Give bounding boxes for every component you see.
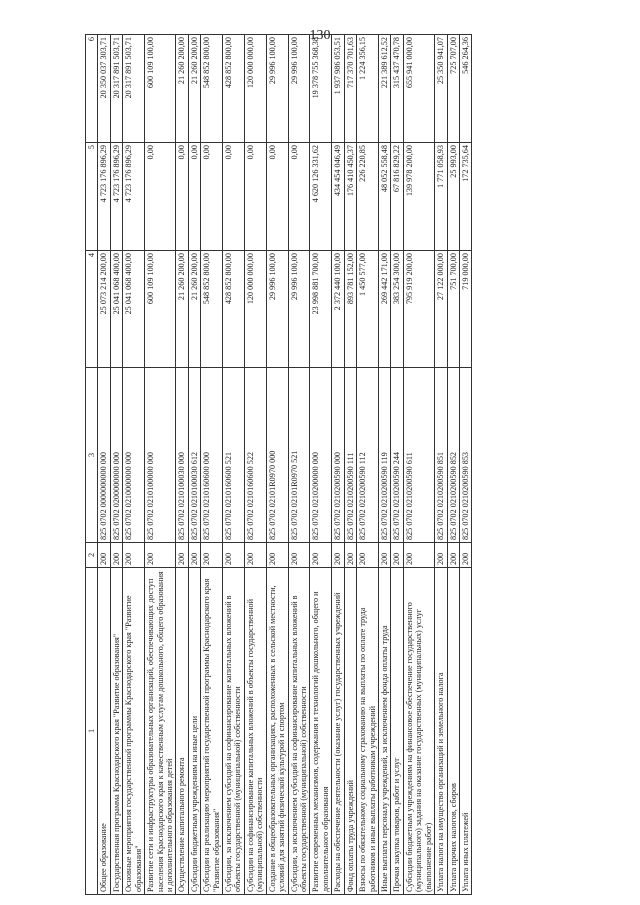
- table-row: [344, 35, 356, 895]
- row-code: 200: [332, 543, 344, 568]
- row-executed: 67 816 829,22: [391, 143, 403, 251]
- row-remaining: 21 260 200,00: [176, 35, 188, 143]
- row-kbk: 825 0702 0000000000 000: [98, 368, 110, 543]
- row-kbk: 825 0702 0210100000 000: [145, 368, 176, 543]
- budget-table: [85, 34, 472, 895]
- row-kbk: 825 0702 0210200590 851: [435, 368, 447, 543]
- row-remaining: 20 317 891 503,71: [110, 35, 122, 143]
- row-name: Расходы на обеспечение деятельности (оказание услуг) государственных учреждений: [332, 568, 344, 895]
- row-approved: 25 041 068 400,00: [110, 251, 122, 368]
- row-approved: 548 852 800,00: [201, 251, 223, 368]
- row-name: Развитие сети и инфраструктуры образовательных организаций, обеспечивающих доступ населения Краснодарского края к качественным услугам дошкольного, общего образования и дополнительного образования детей: [145, 568, 176, 895]
- row-executed: 0,00: [244, 143, 266, 251]
- header-col-2: 2: [86, 543, 98, 568]
- row-name: Создание в общеобразовательных организациях, расположенных в сельской местности, условий для занятий физической культурой и спортом: [266, 568, 288, 895]
- row-code: 200: [459, 543, 471, 568]
- row-code: 200: [110, 543, 122, 568]
- row-kbk: 825 0702 0210200590 611: [403, 368, 434, 543]
- row-code: 200: [201, 543, 223, 568]
- row-executed: 139 978 200,00: [403, 143, 434, 251]
- row-remaining: 1 937 986 053,51: [332, 35, 344, 143]
- row-approved: 600 109 100,00: [145, 251, 176, 368]
- header-col-3: 3: [86, 368, 98, 543]
- row-remaining: 221 389 612,52: [378, 35, 390, 143]
- row-kbk: 825 0702 0210100030 612: [188, 368, 200, 543]
- row-remaining: 725 707,00: [447, 35, 459, 143]
- row-remaining: 600 109 100,00: [145, 35, 176, 143]
- row-approved: 383 254 300,00: [391, 251, 403, 368]
- row-name: Уплата прочих налогов, сборов: [447, 568, 459, 895]
- row-kbk: 825 0702 0210200590 119: [378, 368, 390, 543]
- table-row: [123, 35, 145, 895]
- row-approved: 29 996 100,00: [288, 251, 310, 368]
- row-code: 200: [391, 543, 403, 568]
- row-remaining: 546 264,36: [459, 35, 471, 143]
- row-executed: 434 454 046,49: [332, 143, 344, 251]
- table-body: [98, 35, 472, 895]
- row-code: 200: [403, 543, 434, 568]
- row-code: 200: [435, 543, 447, 568]
- row-kbk: 825 0702 0210200590 244: [391, 368, 403, 543]
- row-remaining: 20 317 891 503,71: [123, 35, 145, 143]
- row-approved: 2 372 440 100,00: [332, 251, 344, 368]
- row-executed: 172 735,64: [459, 143, 471, 251]
- row-executed: 25 993,00: [447, 143, 459, 251]
- table-row: [288, 35, 310, 895]
- row-name: Государственная программа Краснодарского края "Развитие образования": [110, 568, 122, 895]
- row-approved: 1 450 577,00: [357, 251, 379, 368]
- row-executed: 0,00: [176, 143, 188, 251]
- header-col-5: 5: [86, 143, 98, 251]
- table-row: [110, 35, 122, 895]
- row-name: Субсидии бюджетным учреждениям на финансовое обеспечение государственного (муниципального) задания на оказание государственных (муниципальных) услуг (выполнение работ): [403, 568, 434, 895]
- table-row: [357, 35, 379, 895]
- row-executed: 176 410 450,37: [344, 143, 356, 251]
- row-remaining: 315 437 470,78: [391, 35, 403, 143]
- row-code: 200: [357, 543, 379, 568]
- row-name: Взносы по обязательному социальному страхованию на выплаты по оплате труда работников и иные выплаты работникам учреждений: [357, 568, 379, 895]
- row-code: 200: [288, 543, 310, 568]
- row-code: 200: [447, 543, 459, 568]
- row-kbk: 825 0702 0200000000 000: [110, 368, 122, 543]
- row-executed: 0,00: [223, 143, 245, 251]
- row-approved: 120 000 000,00: [244, 251, 266, 368]
- row-remaining: 717 370 701,63: [344, 35, 356, 143]
- row-remaining: 428 852 800,00: [223, 35, 245, 143]
- page-number: 130: [309, 28, 331, 43]
- row-kbk: 825 0702 0210200590 853: [459, 368, 471, 543]
- row-executed: 4 723 176 896,29: [123, 143, 145, 251]
- row-kbk: 825 0702 02101R0970 000: [266, 368, 288, 543]
- row-code: 200: [98, 543, 110, 568]
- row-remaining: 655 941 000,00: [403, 35, 434, 143]
- row-approved: 269 442 171,00: [378, 251, 390, 368]
- table-row: [459, 35, 471, 895]
- rotated-page-content: [85, 37, 625, 895]
- row-name: Субсидии, за исключением субсидий на софинансирование капитальных вложений в объекты государственной (муниципальной) собственности: [223, 568, 245, 895]
- row-approved: 21 260 200,00: [176, 251, 188, 368]
- row-name: Общее образование: [98, 568, 110, 895]
- row-remaining: 21 260 200,00: [188, 35, 200, 143]
- row-name: Фонд оплаты труда учреждений: [344, 568, 356, 895]
- row-approved: 29 996 100,00: [266, 251, 288, 368]
- header-col-6: 6: [86, 35, 98, 143]
- table-row: [98, 35, 110, 895]
- row-remaining: 29 996 100,00: [288, 35, 310, 143]
- row-code: 200: [310, 543, 332, 568]
- header-col-4: 4: [86, 251, 98, 368]
- table-row: [223, 35, 245, 895]
- row-executed: 4 620 126 331,62: [310, 143, 332, 251]
- table-row: [447, 35, 459, 895]
- row-remaining: 29 996 100,00: [266, 35, 288, 143]
- row-approved: 795 919 200,00: [403, 251, 434, 368]
- row-name: Уплата налога на имущество организаций и земельного налога: [435, 568, 447, 895]
- row-name: Иные выплаты персоналу учреждений, за исключением фонда оплаты труда: [378, 568, 390, 895]
- row-code: 200: [188, 543, 200, 568]
- row-name: Развитие современных механизмов, содержания и технологий дошкольного, общего и дополнительного образования: [310, 568, 332, 895]
- row-remaining: 1 224 356,15: [357, 35, 379, 143]
- row-kbk: 825 0702 0210160600 521: [223, 368, 245, 543]
- row-approved: 751 700,00: [447, 251, 459, 368]
- row-executed: 0,00: [288, 143, 310, 251]
- row-name: Основные мероприятия государственной программы Краснодарского края "Развитие образования": [123, 568, 145, 895]
- row-executed: 226 220,85: [357, 143, 379, 251]
- table-row: [201, 35, 223, 895]
- row-kbk: 825 0702 0210200590 852: [447, 368, 459, 543]
- row-approved: 23 998 881 700,00: [310, 251, 332, 368]
- row-remaining: 548 852 800,00: [201, 35, 223, 143]
- row-code: 200: [266, 543, 288, 568]
- row-code: 200: [223, 543, 245, 568]
- table-row: [391, 35, 403, 895]
- row-code: 200: [176, 543, 188, 568]
- table-row: [145, 35, 176, 895]
- row-executed: 0,00: [188, 143, 200, 251]
- row-kbk: 825 0702 0210200000 000: [310, 368, 332, 543]
- row-name: Прочая закупка товаров, работ и услуг: [391, 568, 403, 895]
- row-remaining: 25 350 941,07: [435, 35, 447, 143]
- row-approved: 428 852 800,00: [223, 251, 245, 368]
- row-remaining: 20 350 037 303,71: [98, 35, 110, 143]
- row-executed: 0,00: [145, 143, 176, 251]
- table-row: [435, 35, 447, 895]
- row-executed: 4 723 176 896,29: [98, 143, 110, 251]
- row-code: 200: [123, 543, 145, 568]
- row-kbk: 825 0702 02101R0970 521: [288, 368, 310, 543]
- row-kbk: 825 0702 0210200590 112: [357, 368, 379, 543]
- row-code: 200: [244, 543, 266, 568]
- row-kbk: 825 0702 0210160600 522: [244, 368, 266, 543]
- row-name: Субсидии на софинансирование капитальных вложений в объекты государственной (муниципальной) собственности: [244, 568, 266, 895]
- row-kbk: 825 0702 0210200590 111: [344, 368, 356, 543]
- row-kbk: 825 0702 0210160600 000: [201, 368, 223, 543]
- row-approved: 25 073 214 200,00: [98, 251, 110, 368]
- row-executed: 48 052 558,48: [378, 143, 390, 251]
- row-approved: 893 781 152,00: [344, 251, 356, 368]
- row-remaining: 19 378 755 368,38: [310, 35, 332, 143]
- budget-table-container: [85, 37, 625, 897]
- row-name: Субсидии на реализацию мероприятий государственной программы Краснодарского края "Развитие образования": [201, 568, 223, 895]
- row-name: Субсидии бюджетным учреждениям на иные цели: [188, 568, 200, 895]
- table-header-row: [86, 35, 98, 895]
- row-executed: 0,00: [266, 143, 288, 251]
- row-kbk: 825 0702 0210200590 000: [332, 368, 344, 543]
- row-name: Уплата иных платежей: [459, 568, 471, 895]
- table-row: [310, 35, 332, 895]
- row-name: Осуществление капитального ремонта: [176, 568, 188, 895]
- row-executed: 0,00: [201, 143, 223, 251]
- header-col-1: 1: [86, 568, 98, 895]
- table-row: [378, 35, 390, 895]
- row-name: Субсидии, за исключением субсидий на софинансирование капитальных вложений в объекты государственной (муниципальной) собственности: [288, 568, 310, 895]
- row-executed: 1 771 058,93: [435, 143, 447, 251]
- row-approved: 25 041 068 400,00: [123, 251, 145, 368]
- row-approved: 27 122 000,00: [435, 251, 447, 368]
- row-approved: 21 260 200,00: [188, 251, 200, 368]
- table-row: [244, 35, 266, 895]
- row-code: 200: [378, 543, 390, 568]
- table-row: [188, 35, 200, 895]
- table-row: [266, 35, 288, 895]
- table-row: [332, 35, 344, 895]
- table-row: [176, 35, 188, 895]
- row-kbk: 825 0702 0210100030 000: [176, 368, 188, 543]
- row-executed: 4 723 176 896,29: [110, 143, 122, 251]
- row-approved: 719 000,00: [459, 251, 471, 368]
- row-code: 200: [344, 543, 356, 568]
- row-kbk: 825 0702 0210000000 000: [123, 368, 145, 543]
- row-remaining: 120 000 000,00: [244, 35, 266, 143]
- table-row: [403, 35, 434, 895]
- row-code: 200: [145, 543, 176, 568]
